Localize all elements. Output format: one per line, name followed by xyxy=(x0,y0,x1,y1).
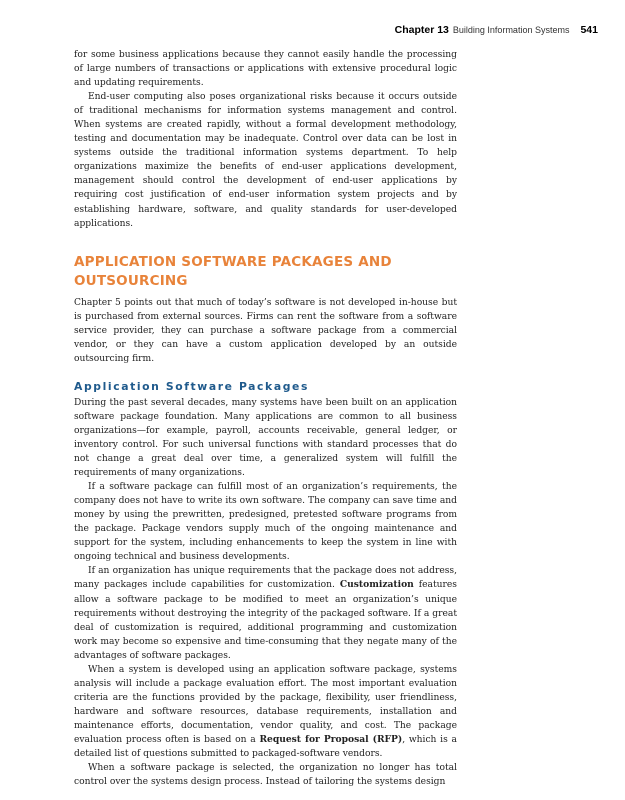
customization-text-b: features allow a software package to be modified to meet an organization’s unique requirements without destroying the integrity of the packaged software. If a great deal of customization is required, additional programming and customization work may become so expensive and time-consuming that they negate many of the advantages of software packages. xyxy=(74,580,457,661)
rfp-term: Request for Proposal (RFP) xyxy=(259,733,403,745)
subsection-heading: Application Software Packages xyxy=(74,379,309,393)
evaluation-text-b: , which is a detailed list of questions submitted to packaged-software vendors. xyxy=(74,734,457,760)
body-text xyxy=(74,48,457,789)
paragraph-section-intro: Chapter 5 points out that much of today’s software is not developed in-house but is purchased from external sources. Firms can rent the software from a software service provider, they can purchase a software package from a commercial vendor, or they can have a custom application developed by an outside outsourcing firm. xyxy=(74,297,457,364)
section-heading: APPLICATION SOFTWARE PACKAGES AND OUTSOURCING xyxy=(74,253,392,289)
paragraph-design-control: When a software package is selected, the organization no longer has total control over the systems design process. Instead of tailoring the systems design xyxy=(74,763,457,788)
chapter-label: Chapter 13 xyxy=(394,24,449,36)
evaluation-text-a: When a system is developed using an application software package, systems analysis will include a package evaluation effort. The most important evaluation criteria are the functions provided by the package, flexibility, user friendliness, hardware and software resources, database requirements, installation and maintenance efforts, documentation, vendor quality, and cost. The package evaluation process often is based on a xyxy=(74,664,457,745)
customization-term: Customization xyxy=(339,579,414,591)
paragraph-package-evaluation xyxy=(74,663,457,761)
paragraph-package-benefits: If a software package can fulfill most of an organization’s requirements, the company does not have to write its own software. The company can save time and money by using the prewritten, predesigned, pretested software programs from the package. Package vendors supply much of the ongoing maintenance and support for the system, including enhancements to keep the system in line with ongoing technical and business developments. xyxy=(74,482,457,563)
paragraph-continued: for some business applications because they cannot easily handle the processing of large numbers of transactions or applications with extensive procedural logic and updating requirements. xyxy=(74,50,457,89)
page-number: 541 xyxy=(580,24,598,36)
paragraph-end-user-risks: End-user computing also poses organizational risks because it occurs outside of traditional mechanisms for information systems management and control. When systems are created rapidly, without a formal development methodology, testing and documentation may be inadequate. Control over data can be lost in systems outside the traditional information systems department. To help organizations maximize the benefits of end-user applications development, management should control the development of end-user applications by requiring cost justification of end-user information system projects and by establishing hardware, software, and quality standards for user-developed applications. xyxy=(74,92,457,229)
customization-text-a: If an organization has unique requirements that the package does not address, many packages include capabilities for customization. xyxy=(74,566,457,591)
chapter-name: Building Information Systems xyxy=(452,25,570,35)
running-head xyxy=(395,24,598,36)
paragraph-customization xyxy=(74,564,457,662)
paragraph-package-foundation: During the past several decades, many systems have been built on an application software package foundation. Many applications are common to all business organizations—for example, payroll, accounts receivable, general ledger, or inventory control. For such universal functions with standard processes that do not change a great deal over time, a generalized system will fulfill the requirements of many organizations. xyxy=(74,397,457,479)
